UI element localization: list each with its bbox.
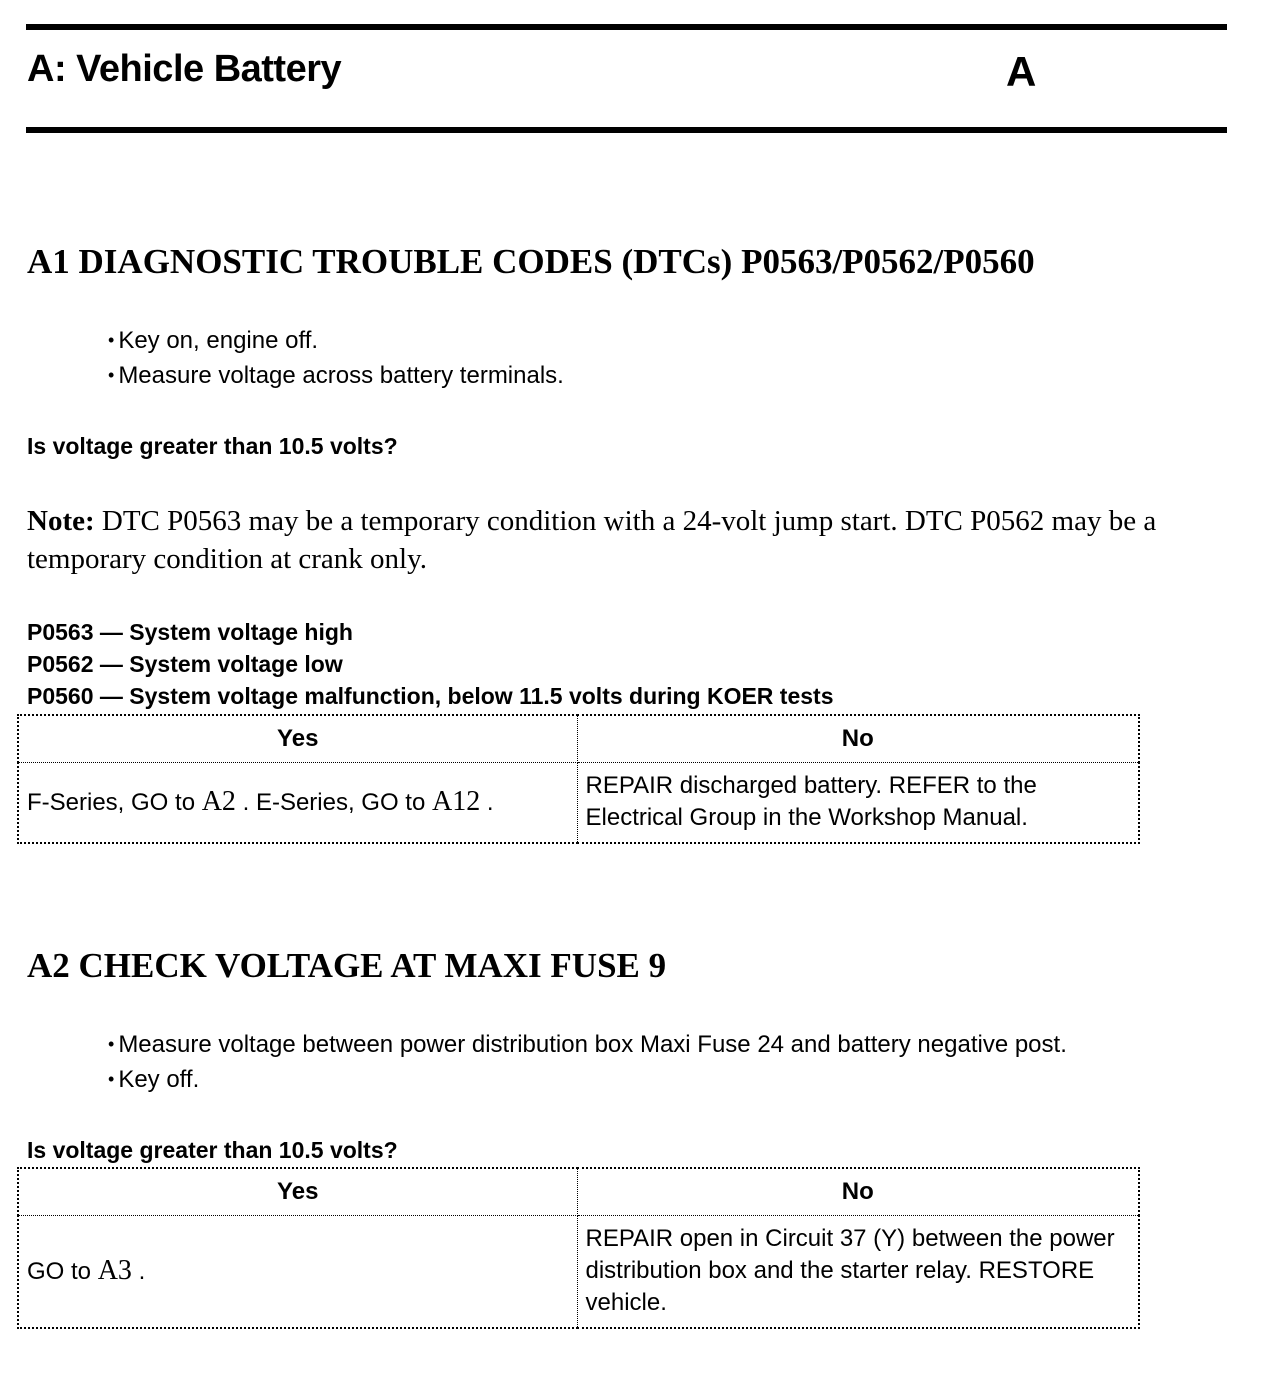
step-a1-question: Is voltage greater than 10.5 volts? xyxy=(27,433,398,459)
table-header-row xyxy=(18,715,1139,763)
yes-text: . xyxy=(480,788,494,816)
step-a1-title: A1 DIAGNOSTIC TROUBLE CODES (DTCs) P0563/P0562/P0560 xyxy=(27,242,1035,281)
yes-text: . xyxy=(131,1257,146,1285)
step-a2-question: Is voltage greater than 10.5 volts? xyxy=(27,1137,398,1163)
table-row xyxy=(18,763,1139,843)
bullet-item: • Measure voltage between power distribution box Maxi Fuse 24 and battery negative post. xyxy=(108,1028,1067,1063)
header-top-rule xyxy=(26,24,1227,30)
note-label: Note: xyxy=(27,505,95,537)
yes-cell xyxy=(18,763,577,843)
goto-a2-link[interactable]: A2 xyxy=(201,785,236,817)
bullet-item: • Key off. xyxy=(108,1063,1067,1098)
dtc-code: P0563 — System voltage high xyxy=(27,619,353,645)
page-title: A: Vehicle Battery xyxy=(27,48,342,90)
yes-text: F-Series, GO to xyxy=(27,788,202,816)
step-a1-note xyxy=(27,502,1227,578)
dtc-code: P0560 — System voltage malfunction, below 11.5 volts during KOER tests xyxy=(27,683,834,709)
dtc-code: P0562 — System voltage low xyxy=(27,651,343,677)
step-a1-dtc-list xyxy=(27,616,834,712)
goto-a3-link[interactable]: A3 xyxy=(97,1254,132,1286)
note-text: DTC P0563 may be a temporary condition with a 24-volt jump start. DTC P0562 may be a temporary condition at crank only. xyxy=(27,505,1157,575)
yes-text: . E-Series, GO to xyxy=(235,788,432,816)
yes-cell xyxy=(18,1216,577,1328)
step-a2-title: A2 CHECK VOLTAGE AT MAXI FUSE 9 xyxy=(27,946,667,985)
yes-header: Yes xyxy=(18,715,577,763)
header-bottom-rule xyxy=(26,127,1227,133)
no-header: No xyxy=(577,715,1139,763)
bullet-item: • Key on, engine off. xyxy=(108,324,564,359)
step-a2-bullets xyxy=(108,1028,1067,1098)
goto-a12-link[interactable]: A12 xyxy=(432,785,481,817)
step-a1-bullets xyxy=(108,324,564,394)
section-letter: A xyxy=(1006,48,1037,95)
no-header: No xyxy=(577,1168,1139,1216)
no-cell: REPAIR open in Circuit 37 (Y) between the power distribution box and the starter relay. RESTORE vehicle. xyxy=(577,1216,1139,1328)
no-cell: REPAIR discharged battery. REFER to the Electrical Group in the Workshop Manual. xyxy=(577,763,1139,843)
yes-header: Yes xyxy=(18,1168,577,1216)
yes-text: GO to xyxy=(27,1257,98,1285)
step-a1-result-table xyxy=(17,714,1140,844)
bullet-item: • Measure voltage across battery terminals. xyxy=(108,359,564,394)
table-row xyxy=(18,1216,1139,1328)
step-a2-result-table xyxy=(17,1167,1140,1329)
table-header-row xyxy=(18,1168,1139,1216)
